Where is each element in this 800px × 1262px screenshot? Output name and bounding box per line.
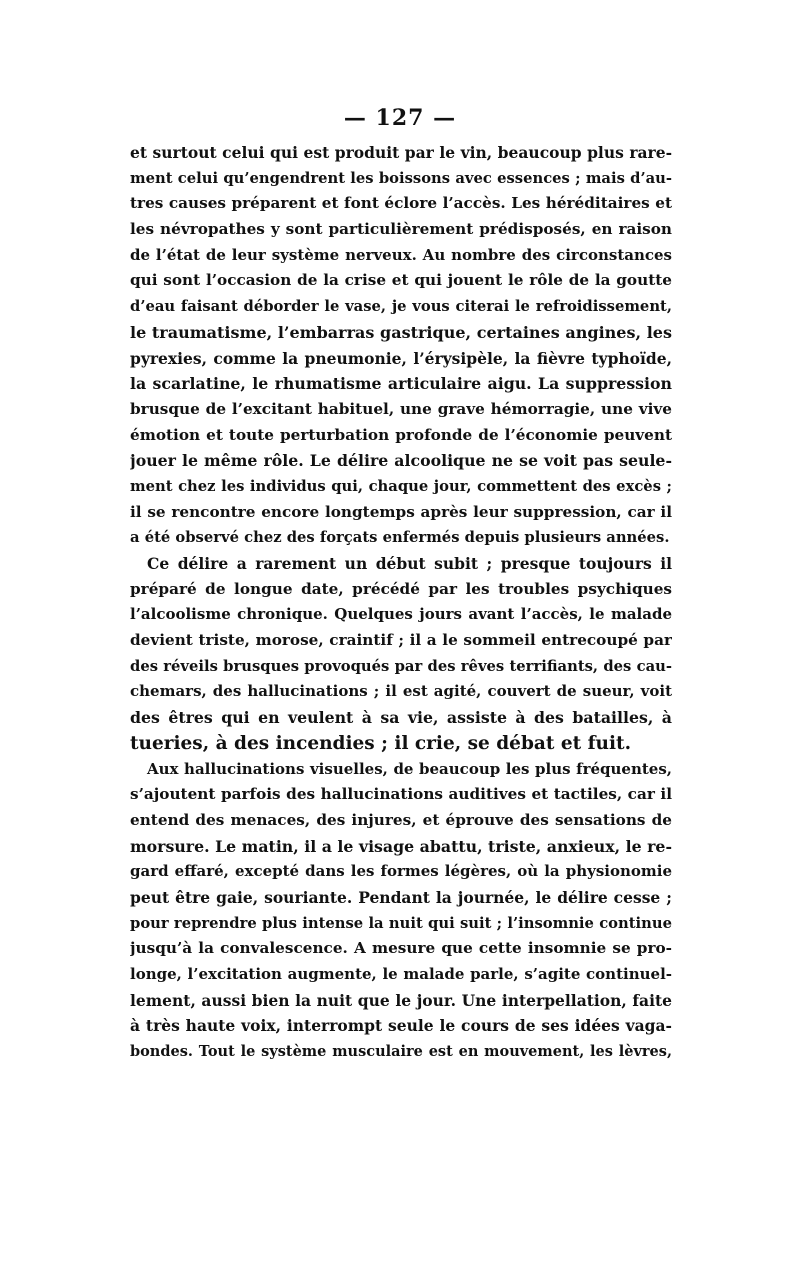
text-line-content: la scarlatine, le rhumatisme articulaire aigu. La suppression	[130, 374, 672, 394]
text-line	[130, 140, 672, 166]
text-line	[130, 268, 672, 294]
text-line	[130, 1039, 672, 1065]
text-line	[130, 371, 672, 397]
text-line	[130, 679, 672, 705]
text-line-content: des réveils brusques provoqués par des rêves terrifiants, des cau-	[130, 657, 672, 675]
text-line	[130, 936, 672, 962]
text-line	[130, 448, 672, 474]
text-line	[130, 1013, 672, 1039]
text-line	[130, 243, 672, 269]
text-line-content: jusqu’à la convalescence. A mesure que cette insomnie se pro-	[130, 939, 672, 958]
text-line-content: chemars, des hallucinations ; il est agité, couvert de sueur, voit	[130, 682, 672, 701]
text-line-content: les névropathes y sont particulièrement prédisposés, en raison	[130, 220, 672, 239]
text-line	[130, 782, 672, 808]
text-line	[130, 577, 672, 603]
text-line-content: d’eau faisant déborder le vase, je vous citerai le refroidissement,	[130, 298, 672, 316]
text-line	[130, 988, 672, 1014]
text-line	[130, 705, 672, 731]
text-line-content: devient triste, morose, craintif ; il a le sommeil entrecoupé par	[130, 631, 672, 650]
text-line-content: tueries, à des incendies ; il crie, se débat et fuit.	[130, 732, 632, 754]
text-line	[130, 166, 672, 192]
text-line	[130, 757, 672, 783]
text-line	[130, 911, 672, 937]
text-line	[130, 834, 672, 860]
text-line-content: à très haute voix, interrompt seule le cours de ses idées vaga-	[130, 1016, 672, 1036]
text-line	[130, 808, 672, 834]
text-line	[130, 859, 672, 885]
text-line	[130, 320, 672, 346]
text-line	[130, 525, 672, 551]
text-line	[130, 885, 672, 911]
body-text	[130, 140, 672, 1065]
text-line	[130, 962, 672, 988]
text-line	[130, 217, 672, 243]
text-line-content: longe, l’excitation augmente, le malade parle, s’agite continuel-	[130, 965, 672, 983]
text-line-content: Aux hallucinations visuelles, de beaucoup les plus fréquentes,	[147, 759, 672, 778]
text-line-content: a été observé chez des forçats enfermés depuis plusieurs années.	[130, 529, 670, 547]
text-line-content: ment chez les individus qui, chaque jour, commettent des excès ;	[130, 477, 672, 495]
text-line	[130, 602, 672, 628]
text-line	[130, 551, 672, 577]
text-line-content: bondes. Tout le système musculaire est en mouvement, les lèvres,	[130, 1043, 672, 1061]
text-line-content: pour reprendre plus intense la nuit qui suit ; l’insomnie continue	[130, 914, 672, 932]
text-line-content: des êtres qui en veulent à sa vie, assiste à des batailles, à	[130, 708, 672, 728]
text-line-content: et surtout celui qui est produit par le vin, beaucoup plus rare-	[130, 143, 672, 162]
text-line-content: lement, aussi bien la nuit que le jour. Une interpellation, faite	[130, 990, 672, 1010]
text-line	[130, 628, 672, 654]
text-line-content: s’ajoutent parfois des hallucinations auditives et tactiles, car il	[130, 785, 672, 804]
text-line	[130, 731, 672, 757]
text-line-content: de l’état de leur système nerveux. Au nombre des circonstances	[130, 245, 672, 264]
text-line	[130, 346, 672, 372]
text-line	[130, 654, 672, 680]
text-line	[130, 423, 672, 449]
text-line	[130, 294, 672, 320]
text-line-content: ment celui qu’engendrent les boissons avec essences ; mais d’au-	[130, 169, 672, 187]
text-line-content: pyrexies, comme la pneumonie, l’érysipèle, la fièvre typhoïde,	[130, 348, 672, 368]
text-line-content: entend des menaces, des injures, et éprouve des sensations de	[130, 810, 672, 829]
text-line-content: tres causes préparent et font éclore l’accès. Les héréditaires et	[130, 194, 672, 213]
text-line-content: morsure. Le matin, il a le visage abattu, triste, anxieux, le re-	[130, 836, 672, 856]
text-line	[130, 474, 672, 500]
text-line	[130, 397, 672, 423]
text-line-content: préparé de longue date, précédé par les troubles psychiques	[130, 579, 672, 598]
text-line-content: émotion et toute perturbation profonde de l’économie peuvent	[130, 425, 672, 444]
text-line-content: peut être gaie, souriante. Pendant la journée, le délire cesse ;	[130, 887, 672, 907]
text-line	[130, 500, 672, 526]
text-line-content: le traumatisme, l’embarras gastrique, certaines angines, les	[130, 322, 672, 342]
text-line-content: brusque de l’excitant habituel, une grave hémorragie, une vive	[130, 399, 672, 418]
text-line-content: il se rencontre encore longtemps après leur suppression, car il	[130, 502, 672, 521]
text-line-content: jouer le même rôle. Le délire alcoolique ne se voit pas seule-	[130, 451, 672, 471]
text-line-content: Ce délire a rarement un début subit ; presque toujours il	[147, 554, 672, 573]
page-number: — 127 —	[343, 105, 457, 131]
text-line-content: gard effaré, excepté dans les formes légères, où la physionomie	[130, 862, 672, 881]
text-line-content: qui sont l’occasion de la crise et qui jouent le rôle de la goutte	[130, 271, 672, 290]
text-line-content: l’alcoolisme chronique. Quelques jours avant l’accès, le malade	[130, 605, 672, 624]
text-line	[130, 191, 672, 217]
